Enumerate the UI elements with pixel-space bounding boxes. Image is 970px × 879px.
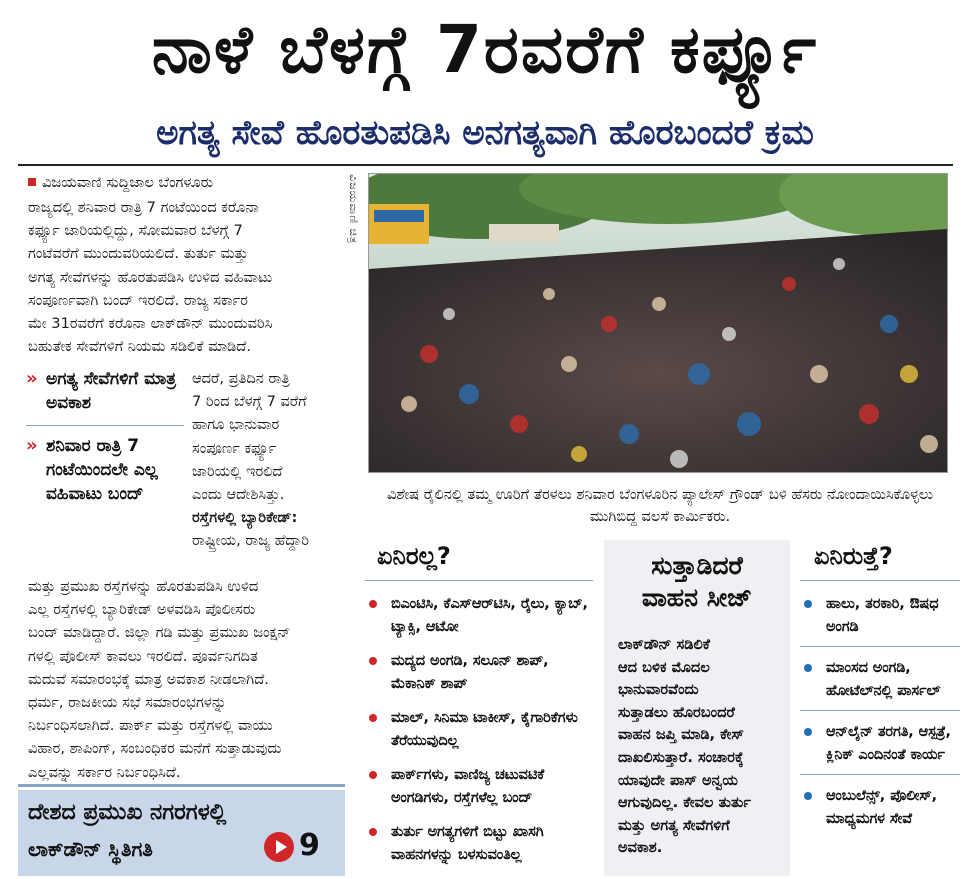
list-item — [365, 650, 593, 695]
lead-line: ರಾಜ್ಯದಲ್ಲಿ ಶನಿವಾರ ರಾತ್ರಿ 7 ಗಂಟೆಯಿಂದ ಕರೊನಾ — [28, 199, 259, 216]
body-line: ಬಂದ್ ಮಾಡಿದ್ದಾರೆ. ಜಿಲ್ಲಾ ಗಡಿ ಮತ್ತು ಪ್ರಮುಖ ಜಂಕ್ಷನ್ — [28, 624, 291, 642]
chevron-right-icon: » — [26, 368, 38, 389]
divider — [26, 425, 184, 426]
body-line: ನಿರ್ಬಂಧಿಸಲಾಗಿದೆ. ಪಾರ್ಕ್ ಮತ್ತು ರಸ್ತೆಗಳಲ್ಲಿ ವಾಯು — [28, 717, 273, 735]
list-item-text: ಹಾಲು, ತರಕಾರಿ, ಔಷಧ ಅಂಗಡಿ — [826, 596, 939, 635]
box-body-line: ಆದ ಬಳಿಕ ಮೊದಲ — [618, 658, 710, 676]
subheadline: ಅಗತ್ಯ ಸೇವೆ ಹೊರತುಪಡಿಸಿ ಅನಗತ್ಯವಾಗಿ ಹೊರಬಂದರೆ ಕ್ರಮ — [156, 113, 814, 153]
red-bullet-icon — [369, 828, 377, 836]
list-item — [800, 721, 960, 766]
photo-caption: ವಿಶೇಷ ರೈಲಿನಲ್ಲಿ ತಮ್ಮ ಊರಿಗೆ ತೆರಳಲು ಶನಿವಾರ ಬೆಂಗಳೂರಿನ ಪ್ಯಾಲೇಸ್ ಗ್ರೌಂಡ್ ಬಳಿ ಹೆಸರು ನೋಂದಾಯಿಸಿಕೊಳ್ಳಲು ಮುಗಿಬಿದ್ದ ವಲಸೆ ಕಾರ್ಮಿಕರು. — [386, 486, 934, 525]
list-item — [365, 764, 593, 809]
highlight-text: ಶನಿವಾರ ರಾತ್ರಿ 7 ಗಂಟೆಯಿಂದಲೇ ಎಲ್ಲ ವಹಿವಾಟು ಬಂದ್ — [46, 436, 158, 504]
narrow-line: ಜಾರಿಯಲ್ಲಿ ಇರಲಿದೆ — [192, 462, 283, 480]
body-line: ಮತ್ತು ಪ್ರಮುಖ ರಸ್ತೆಗಳನ್ನು ಹೊರತುಪಡಿಸಿ ಉಳಿದ — [28, 578, 259, 595]
red-bullet-icon — [369, 714, 377, 722]
crowd-photo — [368, 173, 948, 473]
divider — [800, 774, 960, 775]
narrow-line: ಎಂದು ಆದೇಶಿಸಿತ್ತು. — [192, 486, 285, 504]
divider — [365, 580, 593, 581]
divider — [800, 710, 960, 711]
narrow-line: 7 ರಿಂದ ಬೆಳಗ್ಗೆ 7 ವರೆಗೆ — [192, 393, 307, 411]
subheading-continuation: ರಾಷ್ಟ್ರೀಯ, ರಾಜ್ಯ ಹೆದ್ದಾರಿ — [192, 532, 310, 550]
blue-bullet-icon — [804, 664, 812, 672]
blue-bullet-icon — [804, 728, 812, 736]
narrow-paragraph — [192, 367, 338, 553]
list-item — [365, 821, 593, 866]
section-title: ಏನಿರಲ್ಲ? — [377, 542, 451, 570]
list-item-text: ತುರ್ತು ಅಗತ್ಯಗಳಿಗೆ ಬಿಟ್ಟು ಖಾಸಗಿ ವಾಹನಗಳನ್ನು ಬಳಸುವಂತಿಲ್ಲ — [391, 824, 544, 863]
lead-line: ಸಂಪೂರ್ಣವಾಗಿ ಬಂದ್ ಇರಲಿದೆ. ರಾಜ್ಯ ಸರ್ಕಾರ — [28, 291, 248, 309]
narrow-line: ಆದರೆ, ಪ್ರತಿದಿನ ರಾತ್ರಿ — [192, 370, 290, 387]
box-body-line: ಭಾನುವಾರವೆಂದು — [618, 681, 699, 699]
chevron-right-icon: » — [26, 435, 38, 456]
subheading: ರಸ್ತೆಗಳಲ್ಲಿ ಬ್ಯಾರಿಕೇಡ್: — [192, 509, 298, 527]
narrow-line: ಹಾಗೂ ಭಾನುವಾರ — [192, 416, 280, 434]
box-body-line: ಆಗುವುದಿಲ್ಲ. ಕೇವಲ ತುರ್ತು — [618, 794, 751, 812]
body-line: ಎಲ್ಲವನ್ನು ಸರ್ಕಾರ ನಿರ್ಬಂಧಿಸಿದೆ. — [28, 763, 181, 781]
highlights-box — [26, 367, 184, 547]
not-available-section — [365, 540, 593, 878]
lead-line: ಕರ್ಫ್ಯೂ ಜಾರಿಯಲ್ಲಿದ್ದು, ಸೋಮವಾರ ಬೆಳಗ್ಗೆ 7 — [28, 222, 243, 240]
box-body-line: ಅವಕಾಶ. — [618, 839, 663, 857]
list-item-text: ಮಾಂಸದ ಅಂಗಡಿ, ಹೋಟೆಲ್‌ನಲ್ಲಿ ಪಾರ್ಸಲ್ — [826, 660, 941, 699]
available-section — [800, 540, 960, 842]
lead-line: ಮೇ 31ರವರೆಗೆ ಕರೊನಾ ಲಾಕ್‌ಡೌನ್ ಮುಂದುವರಿಸಿ — [28, 315, 273, 333]
lead-line: ಬಹುತೇಕ ಸೇವೆಗಳಿಗೆ ನಿಯಮ ಸಡಿಲಿಕೆ ಮಾಡಿದೆ. — [28, 338, 251, 356]
divider — [800, 646, 960, 647]
lead-line: ಗಂಟೆವರೆಗೆ ಮುಂದುವರಿಯಲಿದೆ. ತುರ್ತು ಮತ್ತು — [28, 245, 249, 263]
list-item — [800, 593, 960, 638]
body-paragraph — [28, 575, 348, 784]
divider — [18, 784, 345, 787]
body-line: ಧರ್ಮ, ರಾಜಕೀಯ ಸಭೆ ಸಮಾರಂಭಗಳನ್ನು — [28, 694, 227, 712]
divider — [800, 580, 960, 581]
box-body-line: ದಾಖಲಿಸುತ್ತಾರೆ. ಸಂಚಾರಕ್ಕೆ — [618, 748, 744, 766]
list-item-text: ಮಾಲ್, ಸಿನಿಮಾ ಟಾಕೀಸ್, ಕೈಗಾರಿಕೆಗಳು ತೆರೆಯುವುದಿಲ್ಲ — [391, 710, 578, 749]
square-bullet-icon — [28, 178, 36, 186]
box-body-line: ಸುತ್ತಾಡಲು ಹೊರಬಂದರೆ — [618, 703, 735, 721]
blue-bullet-icon — [804, 792, 812, 800]
red-bullet-icon — [369, 600, 377, 608]
byline — [28, 171, 348, 194]
headline: ನಾಳೆ ಬೆಳಗ್ಗೆ 7ರವರೆಗೆ ಕರ್ಫ್ಯೂ — [151, 11, 819, 88]
body-line: ವಿಹಾರ, ಶಾಪಿಂಗ್, ಸಂಬಂಧಿಕರ ಮನೆಗೆ ಸುತ್ತಾಡುವುದು — [28, 740, 282, 758]
box-title-line: ಸುತ್ತಾಡಿದರೆ — [651, 551, 743, 580]
box-title — [604, 550, 790, 614]
highlight-item — [26, 367, 184, 415]
lead-line: ಅಗತ್ಯ ಸೇವೆಗಳನ್ನು ಹೊರತುಪಡಿಸಿ ಉಳಿದ ವಹಿವಾಟು — [28, 268, 273, 286]
related-story-line1: ದೇಶದ ಪ್ರಮುಖ ನಗರಗಳಲ್ಲಿ — [28, 800, 227, 825]
body-line: ಗಳಲ್ಲಿ ಪೊಲೀಸ್ ಕಾವಲು ಇರಲಿದೆ. ಪೂರ್ವನಿಗದಿತ — [28, 647, 258, 665]
box-body-line: ಮತ್ತು ಅಗತ್ಯ ಸೇವೆಗಳಿಗೆ — [618, 816, 730, 834]
page-reference: 9 — [299, 828, 320, 863]
box-body — [618, 634, 782, 860]
box-title-line: ವಾಹನ ಸೀಜ್ — [641, 583, 753, 612]
narrow-line: ಸಂಪೂರ್ಣ ಕರ್ಫ್ಯೂ — [192, 439, 277, 457]
highlight-text: ಅಗತ್ಯ ಸೇವೆಗಳಿಗೆ ಮಾತ್ರ ಅವಕಾಶ — [46, 369, 177, 413]
list-item — [800, 657, 960, 702]
blue-bullet-icon — [804, 600, 812, 608]
list-item — [800, 785, 960, 830]
lead-paragraph — [28, 196, 348, 358]
list-item-text: ಬಿಎಂಟಿಸಿ, ಕೆಎಸ್‌ಆರ್‌ಟಿಸಿ, ರೈಲು, ಕ್ಯಾಬ್, ಟ್ಯಾಕ್ಸಿ, ಆಟೋ — [391, 596, 588, 635]
section-title: ಏನಿರುತ್ತೆ? — [814, 542, 893, 570]
vehicle-seize-box — [604, 540, 790, 876]
red-bullet-icon — [369, 771, 377, 779]
byline-text: ವಿಜಯವಾಣಿ ಸುದ್ದಿಜಾಲ ಬೆಂಗಳೂರು — [42, 174, 214, 191]
list-item-text: ಮದ್ಯದ ಅಂಗಡಿ, ಸಲೂನ್ ಶಾಪ್, ಮೆಕಾನಿಕ್ ಶಾಪ್ — [391, 653, 549, 692]
body-line: ಎಲ್ಲ ರಸ್ತೆಗಳಲ್ಲಿ ಬ್ಯಾರಿಕೇಡ್ ಅಳವಡಿಸಿ ಪೊಲೀಸರು — [28, 601, 256, 619]
list-item-text: ಪಾರ್ಕ್‌ಗಳು, ವಾಣಿಜ್ಯ ಚಟುವಟಿಕೆ ಅಂಗಡಿಗಳು, ರಸ್ತೆಗಳೆಲ್ಲ ಬಂದ್ — [391, 767, 545, 806]
box-body-line: ಲಾಕ್‌ಡೌನ್ ಸಡಿಲಿಕೆ — [618, 636, 710, 653]
related-story-box[interactable] — [18, 790, 345, 876]
highlight-item — [26, 434, 184, 506]
divider — [18, 164, 953, 166]
photo-credit: ವಿಜಯವಾಣಿ ಚಿತ್ರ — [347, 174, 360, 245]
list-item-text: ಆನ್‌ಲೈನ್ ತರಗತಿ, ಆಸ್ಪತ್ರೆ, ಕ್ಲಿನಿಕ್ ಎಂದಿನಂತೆ ಕಾರ್ಯ — [826, 724, 951, 763]
list-item — [365, 707, 593, 752]
body-line: ಮದುವೆ ಸಮಾರಂಭಕ್ಕೆ ಮಾತ್ರ ಅವಕಾಶ ನೀಡಲಾಗಿದೆ. — [28, 670, 269, 688]
red-bullet-icon — [369, 657, 377, 665]
box-body-line: ವಾಹನ ಜಪ್ತಿ ಮಾಡಿ, ಕೇಸ್ — [618, 726, 744, 744]
list-item-text: ಆಂಬುಲೆನ್ಸ್, ಪೊಲೀಸ್, ಮಾಧ್ಯಮಗಳ ಸೇವೆ — [826, 788, 938, 827]
related-story-line2: ಲಾಕ್‌ಡೌನ್ ಸ್ಥಿತಿಗತಿ — [28, 837, 153, 861]
play-icon — [264, 832, 294, 862]
box-body-line: ಯಾವುದೇ ಪಾಸ್ ಅನ್ವಯ — [618, 771, 739, 789]
list-item — [365, 593, 593, 638]
